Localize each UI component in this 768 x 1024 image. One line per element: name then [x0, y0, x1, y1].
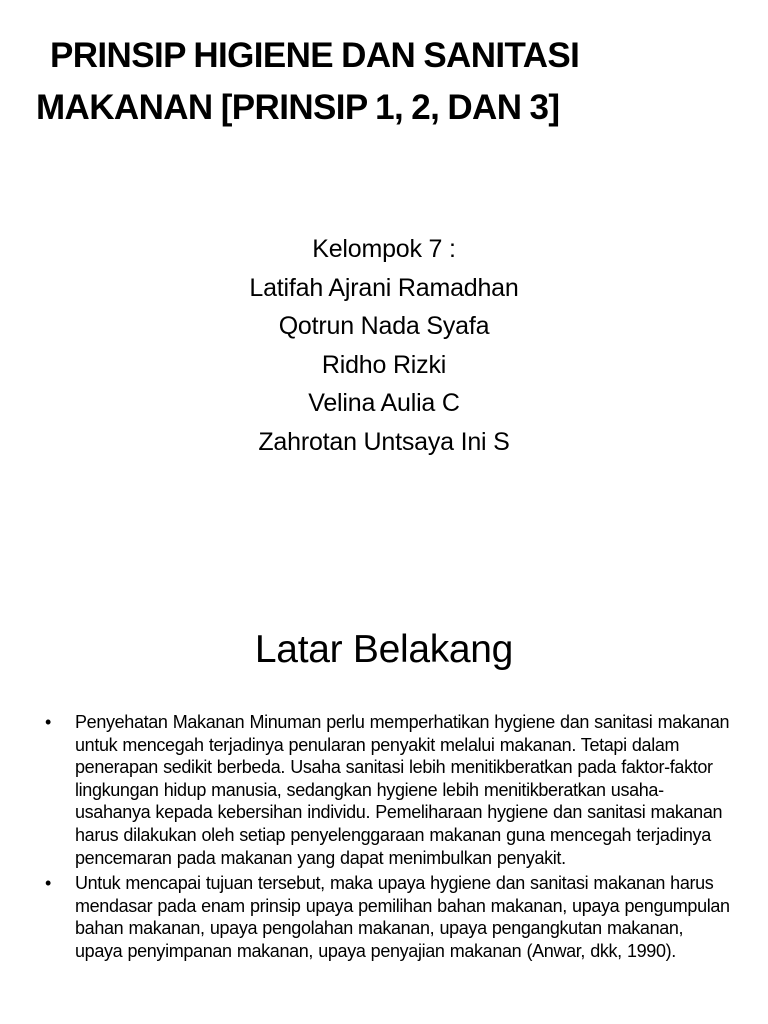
member-name: Ridho Rizki — [321, 350, 447, 379]
group-member-list — [0, 230, 768, 461]
member-name: Zahrotan Untsaya Ini S — [258, 427, 510, 456]
bullet-item — [45, 872, 735, 962]
slide-title: Latar Belakang — [254, 628, 514, 671]
presentation-title — [0, 30, 768, 134]
bullet-text: Penyehatan Makanan Minuman perlu memperhatikan hygiene dan sanitasi makanan untuk mencegah terjadinya penularan penyakit melalui makanan. Tetapi dalam penerapan sedikit berbeda. Usaha sanitasi lebih menitikberatkan pada faktor-faktor lingkungan hidup manusia, sedangkan hygiene lebih menitikberatkan usaha-usahanya kepada kebersihan individu. Pemeliharaan hygiene dan sanitasi makanan harus dilakukan oleh setiap penyelenggaraan makanan guna mencegah terjadinya pencemaran pada makanan yang dapat menimbulkan penyakit. — [75, 712, 730, 868]
title-line-2: MAKANAN [PRINSIP 1, 2, DAN 3] — [36, 88, 560, 127]
group-label: Kelompok 7 : — [312, 235, 456, 263]
background-slide — [0, 576, 768, 1024]
bullet-icon: • — [45, 712, 51, 732]
bullet-text: Untuk mencapai tujuan tersebut, maka upaya hygiene dan sanitasi makanan harus mendasar pada enam prinsip upaya pemilihan bahan makanan, upaya pengumpulan bahan makanan, upaya pengolahan makanan, upaya pengangkutan makanan, upaya penyimpanan makanan, upaya penyajian makanan (Anwar, dkk, 1990). — [75, 873, 730, 961]
member-name: Latifah Ajrani Ramadhan — [249, 273, 519, 302]
bullet-list — [45, 711, 735, 966]
title-line-1: PRINSIP HIGIENE DAN SANITASI — [50, 36, 580, 75]
bullet-icon: • — [45, 873, 51, 894]
member-name: Velina Aulia C — [308, 389, 460, 417]
bullet-item — [45, 711, 735, 869]
member-name: Qotrun Nada Syafa — [278, 312, 490, 340]
